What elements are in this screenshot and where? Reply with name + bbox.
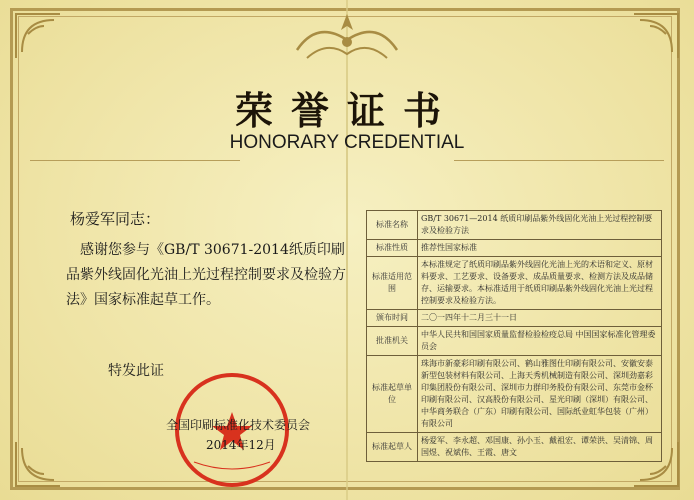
table-row-label: 批准机关 <box>367 327 418 356</box>
table-row <box>367 433 662 462</box>
crest-ornament-icon <box>287 10 407 70</box>
table-row-label: 颁布时间 <box>367 310 418 327</box>
table-row-value: 中华人民共和国国家质量监督检验检疫总局 中国国家标准化管理委员会 <box>418 327 662 356</box>
issue-date: 2014年12月 <box>206 438 276 452</box>
table-row-value: 珠海市新豪彩印刷有限公司、鹤山雅图仕印刷有限公司、安徽安泰新型包装材料有限公司、上海天秀机械制造有限公司、深圳劲嘉彩印集团股份有限公司、深圳市力群印务股份有限公司、东莞市金杯印刷有限公司、汉高股份有限公司、星光印刷（深圳）有限公司、中华商务联合（广东）印刷有限公司、国际纸业虹华包装（广州）有限公司 <box>418 356 662 433</box>
divider <box>30 160 240 161</box>
table-row <box>367 310 662 327</box>
issuing-body: 全国印刷标准化技术委员会 <box>166 418 311 432</box>
certificate-body: 感谢您参与《GB/T 30671-2014纸质印刷品紫外线固化光油上光过程控制要求及检验方法》国家标准起草工作。 <box>66 242 346 308</box>
divider <box>454 160 664 161</box>
closing-line: 特发此证 <box>108 363 164 379</box>
table-row-label: 标准性质 <box>367 240 418 257</box>
table-row-value: 杨爱军、李永超、邓国康、孙小玉、戴祖宏、谭荣洪、吴清锦、周国煜、祝斌伟、王霞、唐文 <box>418 433 662 462</box>
table-row-label: 标准名称 <box>367 211 418 240</box>
table-row <box>367 327 662 356</box>
table-row-label: 标准适用范围 <box>367 257 418 310</box>
table-row-value: GB/T 30671—2014 纸质印刷品紫外线固化光油上光过程控制要求及检验方法 <box>418 211 662 240</box>
table-row-value: 推荐性国家标准 <box>418 240 662 257</box>
recipient-name: 杨爱军同志： <box>70 210 161 228</box>
table-row <box>367 240 662 257</box>
table-row <box>367 211 662 240</box>
table-row-label: 标准起草人 <box>367 433 418 462</box>
table-row-value: 本标准规定了纸质印刷品紫外线固化光油上光的术语和定义、原材料要求、工艺要求、设备要求、成品质量要求、检测方法及成品储存、运输要求。本标准适用于纸质印刷品紫外线固化光油上光过程控制要求及检验方法。 <box>418 257 662 310</box>
table-row-label: 标准起草单位 <box>367 356 418 433</box>
certificate-subtitle: HONORARY CREDENTIAL <box>229 132 465 153</box>
corner-ornament-icon <box>14 12 62 60</box>
corner-ornament-icon <box>14 440 62 488</box>
corner-ornament-icon <box>632 12 680 60</box>
table-row <box>367 356 662 433</box>
certificate-title: 荣誉证书 <box>234 88 459 133</box>
standard-info-table <box>366 210 662 462</box>
table-row-value: 二〇一四年十二月三十一日 <box>418 310 662 327</box>
table-row <box>367 257 662 310</box>
